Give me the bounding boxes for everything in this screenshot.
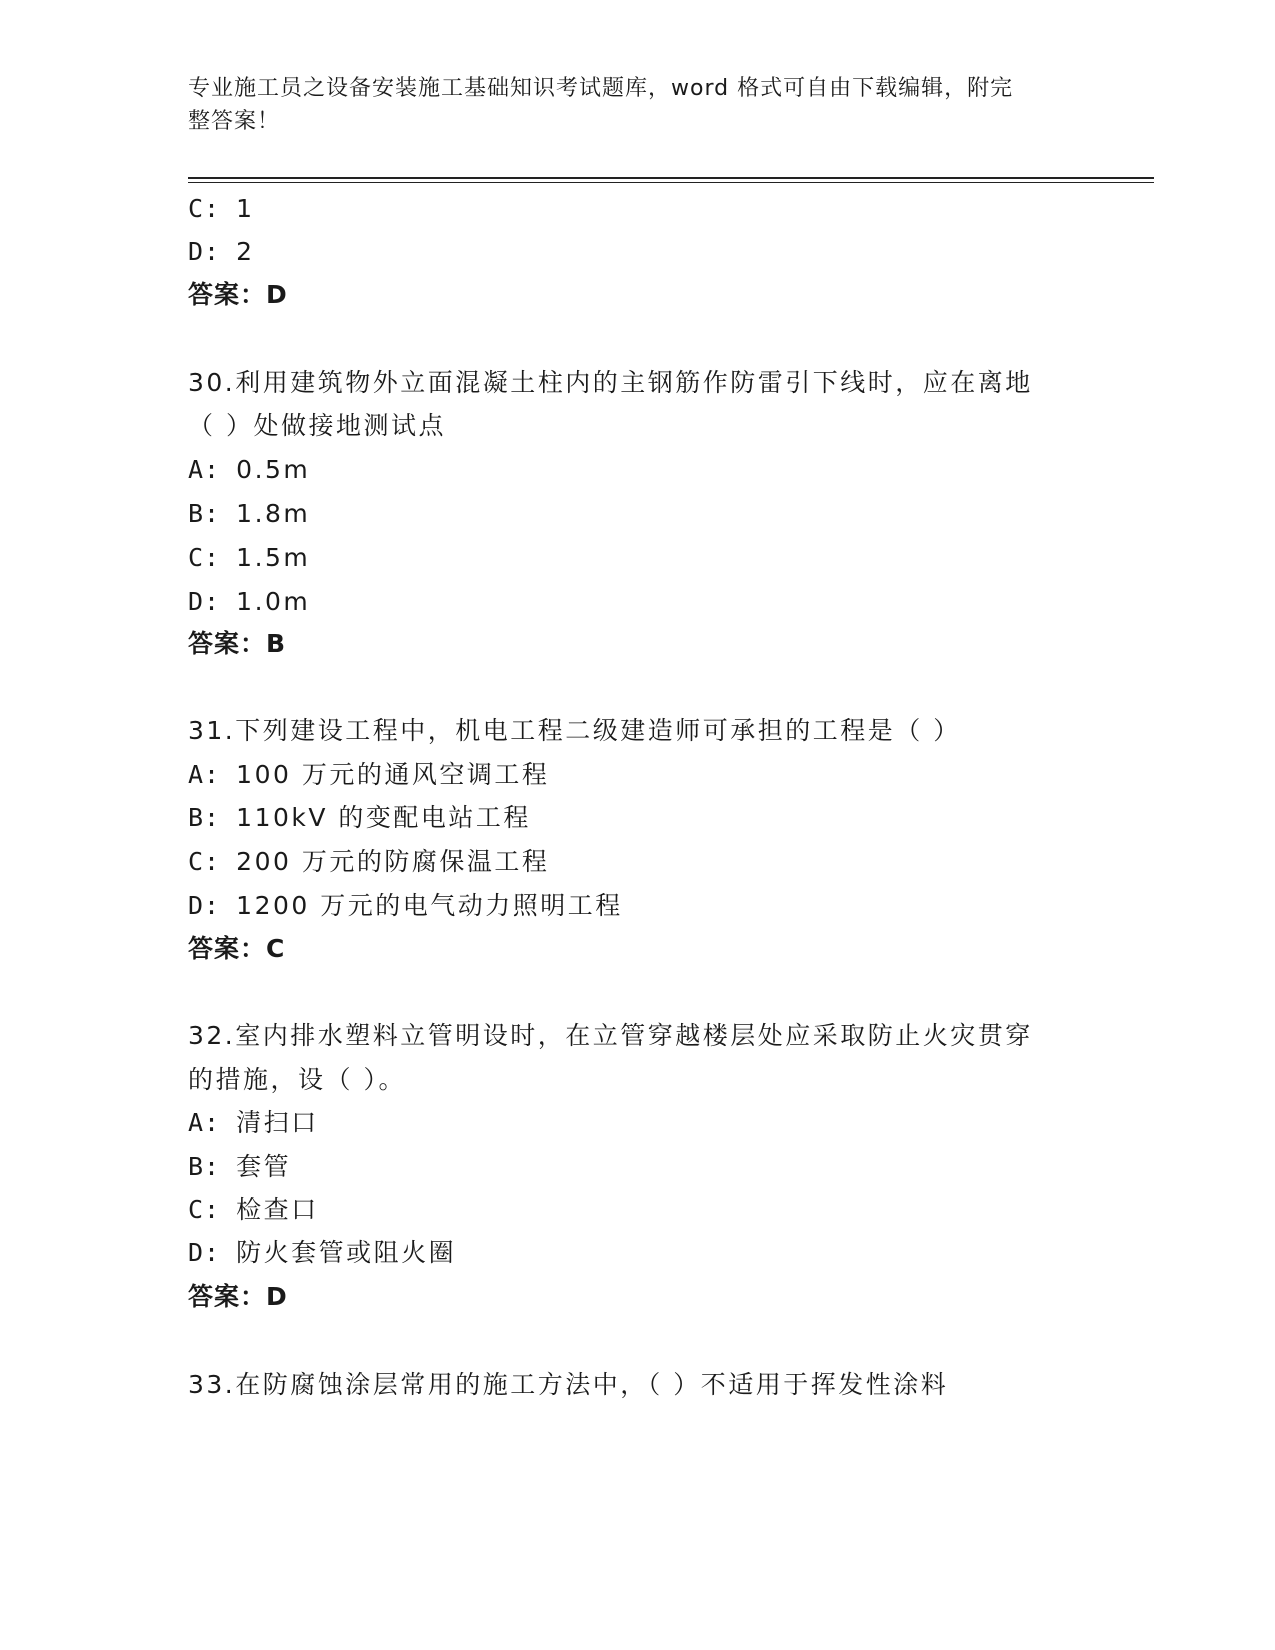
option-letter: D:	[188, 1238, 221, 1267]
option-letter: D:	[188, 587, 221, 616]
option-d	[188, 587, 310, 617]
option-letter: C:	[188, 543, 221, 572]
option-letter: A:	[188, 455, 221, 484]
option-letter: D:	[188, 237, 221, 266]
option-letter: A:	[188, 760, 221, 789]
question-31-stem-1: 31.下列建设工程中，机电工程二级建造师可承担的工程是（ ）	[188, 716, 961, 745]
option-text: 110kV 的变配电站工程	[236, 803, 531, 832]
option-a	[188, 760, 549, 790]
option-letter: C:	[188, 1195, 221, 1224]
option-letter: C:	[188, 194, 221, 223]
option-d	[188, 891, 623, 921]
option-a	[188, 455, 310, 485]
header-line-1: 专业施工员之设备安装施工基础知识考试题库，word 格式可自由下载编辑，附完	[188, 76, 1014, 101]
option-d	[188, 1238, 456, 1268]
option-letter: B:	[188, 499, 221, 528]
option-c	[188, 1195, 319, 1225]
option-text: 0.5m	[236, 455, 311, 484]
answer-line: 答案：C	[188, 934, 286, 963]
option-letter: D:	[188, 891, 221, 920]
option-letter: B:	[188, 803, 221, 832]
option-c	[188, 543, 310, 573]
option-text: 2	[236, 237, 255, 266]
option-a	[188, 1108, 319, 1138]
answer-line: 答案：B	[188, 629, 287, 658]
question-32-stem-1: 32.室内排水塑料立管明设时，在立管穿越楼层处应采取防止火灾贯穿	[188, 1021, 1033, 1050]
option-text: 检查口	[236, 1195, 319, 1224]
question-33-stem-1: 33.在防腐蚀涂层常用的施工方法中，（ ）不适用于挥发性涂料	[188, 1370, 949, 1399]
option-d	[188, 237, 255, 267]
header-divider-thick	[188, 177, 1154, 179]
option-letter: B:	[188, 1152, 221, 1181]
option-text: 1200 万元的电气动力照明工程	[236, 891, 623, 920]
option-text: 1	[236, 194, 255, 223]
question-30-stem-2: （ ）处做接地测试点	[188, 411, 446, 440]
header-line-2: 整答案！	[188, 109, 281, 134]
option-b	[188, 803, 531, 833]
question-32-stem-2: 的措施，设（ ）。	[188, 1065, 406, 1094]
option-letter: C:	[188, 847, 221, 876]
option-letter: A:	[188, 1108, 221, 1137]
option-text: 清扫口	[236, 1108, 319, 1137]
answer-line: 答案：D	[188, 1282, 288, 1311]
question-30-stem-1: 30.利用建筑物外立面混凝土柱内的主钢筋作防雷引下线时，应在离地	[188, 368, 1033, 397]
header-divider-thin	[188, 182, 1154, 183]
option-text: 1.5m	[236, 543, 311, 572]
option-text: 防火套管或阻火圈	[236, 1238, 457, 1267]
page-header	[188, 72, 1078, 138]
option-text: 套管	[236, 1152, 292, 1181]
option-c	[188, 194, 255, 224]
option-text: 1.8m	[236, 499, 311, 528]
answer-line: 答案：D	[188, 280, 288, 309]
option-text: 1.0m	[236, 587, 311, 616]
option-text: 100 万元的通风空调工程	[236, 760, 550, 789]
option-b	[188, 499, 310, 529]
option-c	[188, 847, 549, 877]
option-b	[188, 1152, 291, 1182]
option-text: 200 万元的防腐保温工程	[236, 847, 550, 876]
